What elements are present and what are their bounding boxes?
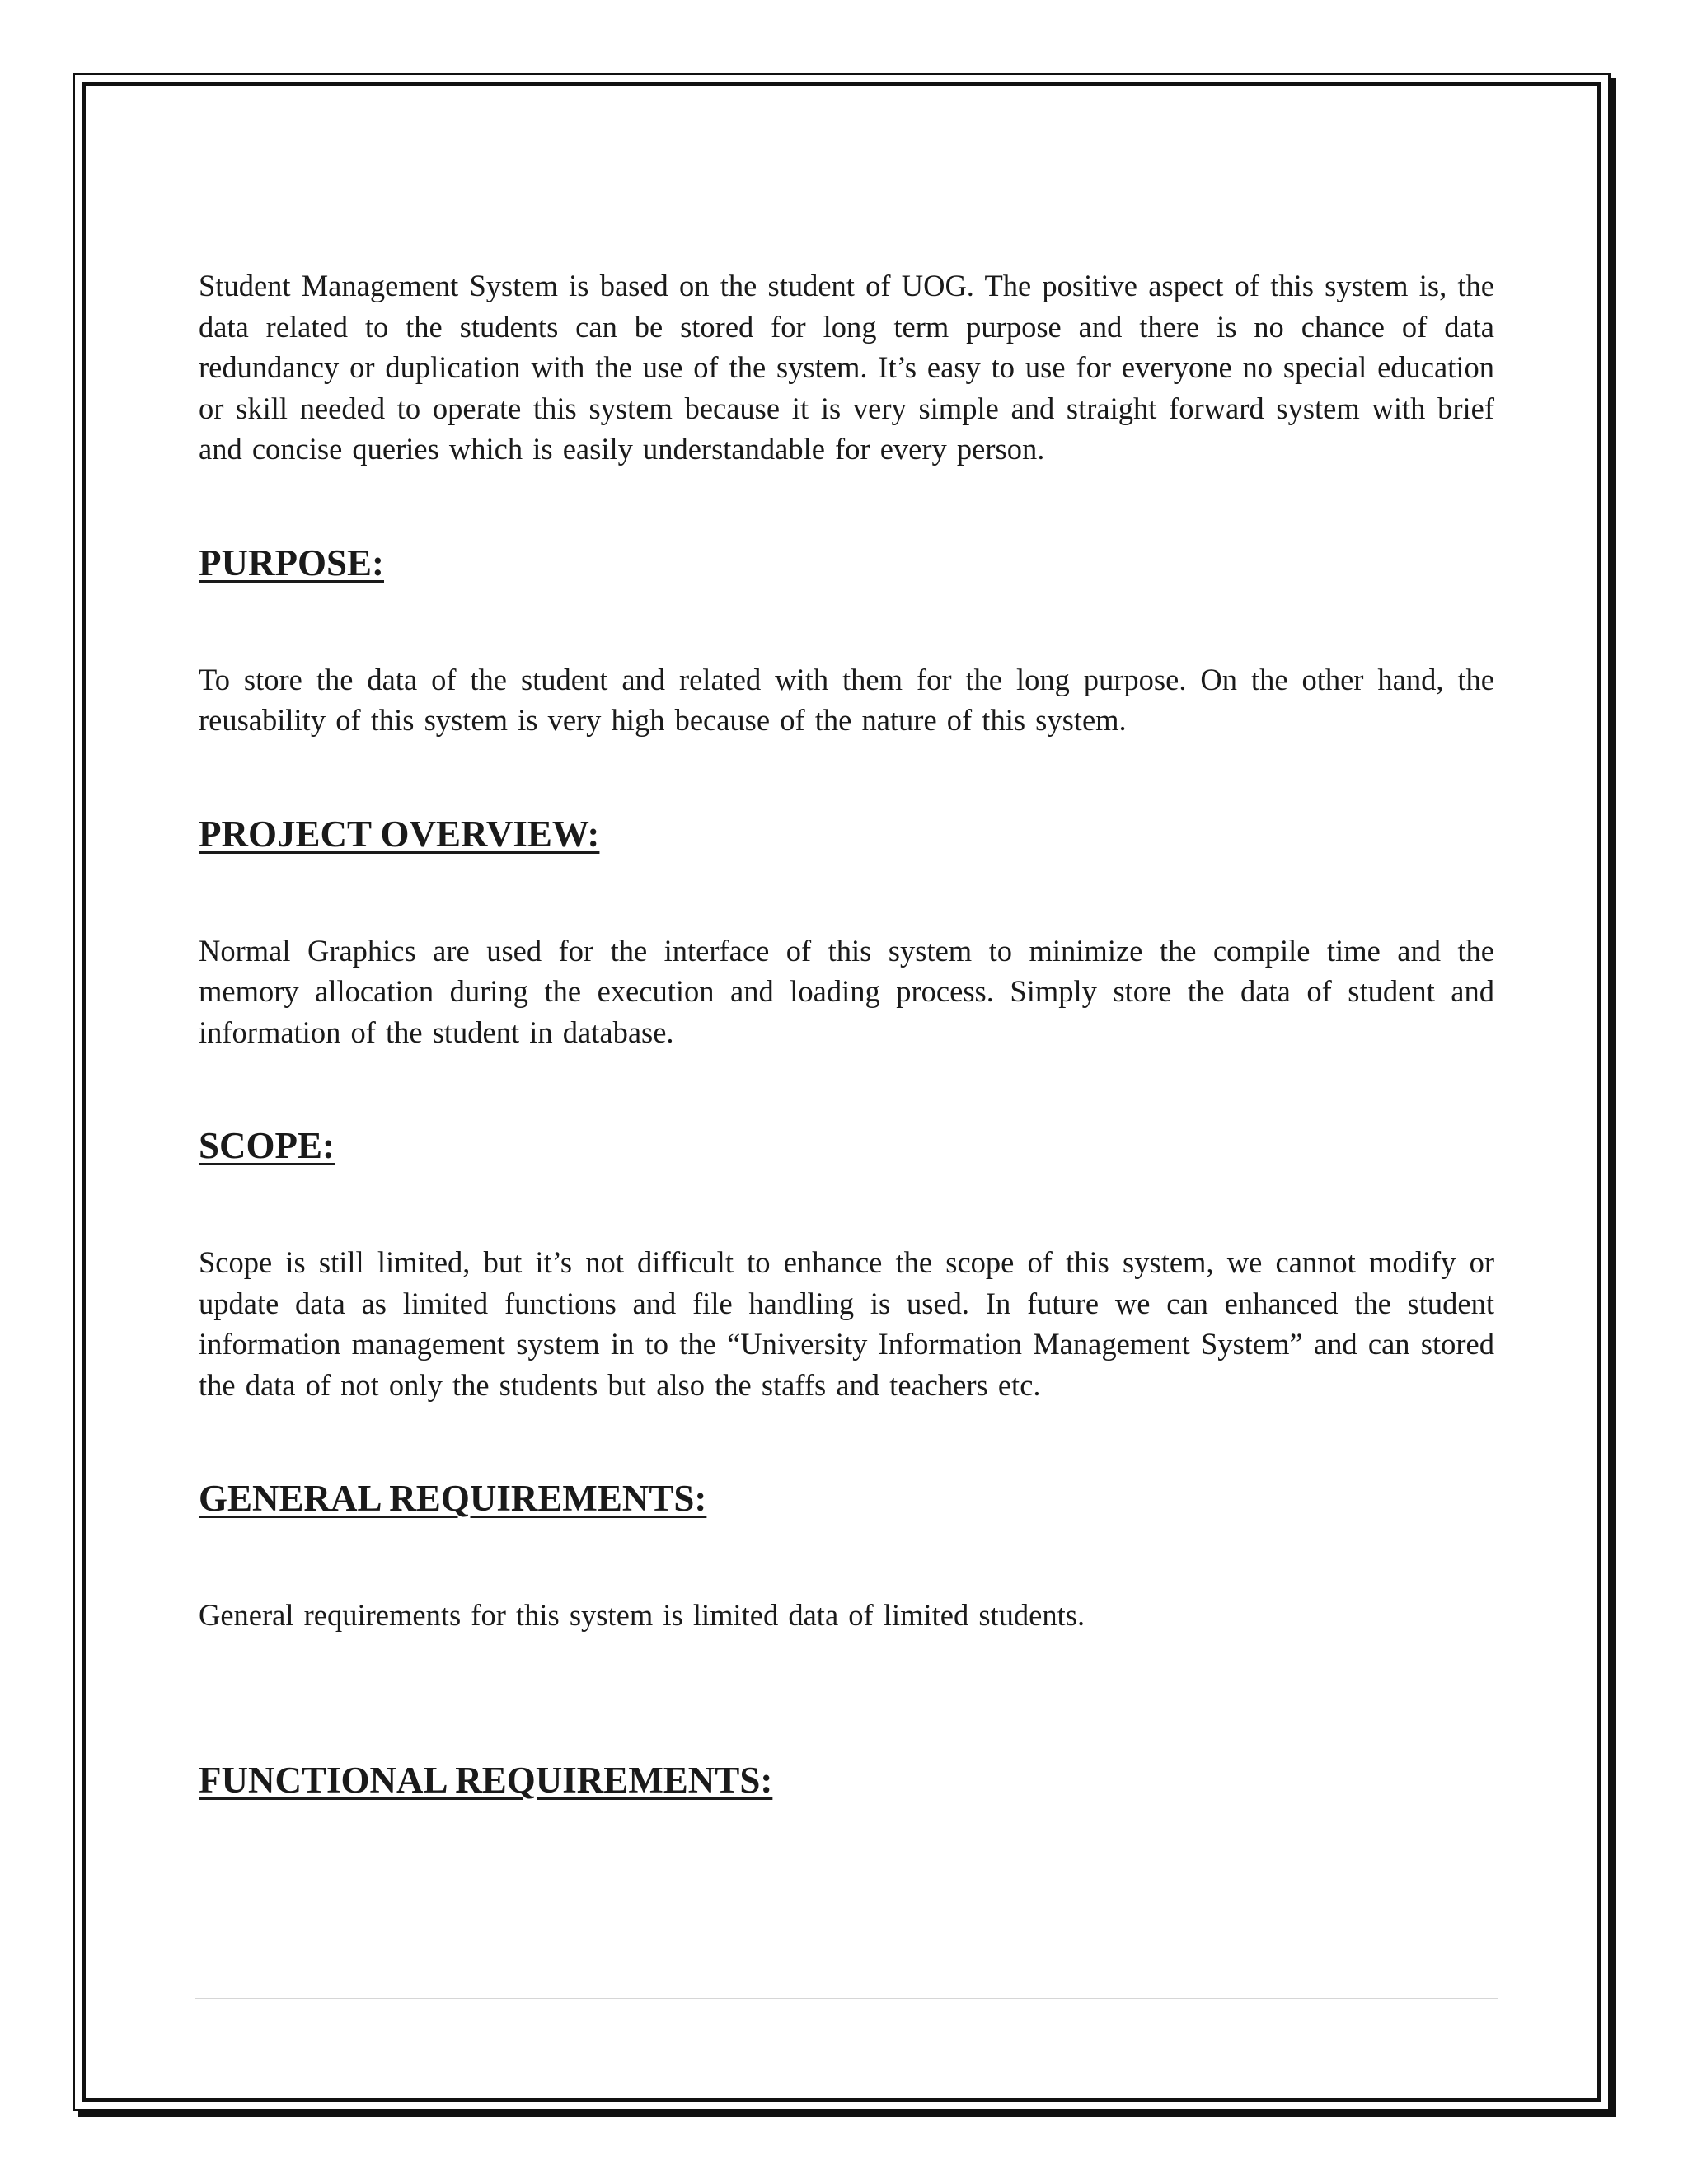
- heading-purpose: PURPOSE:: [199, 541, 384, 583]
- document-body: [199, 265, 1494, 1802]
- scope-paragraph: Scope is still limited, but it’s not difficult to enhance the scope of this system, we cannot modify or update data as limited functions and file handling is used. In future we can enhanced the student information management system in to the “University Information Management System” and can stored the data of not only the students but also the staffs and teachers etc.: [199, 1245, 1494, 1402]
- footer-divider: [195, 1998, 1498, 1999]
- intro-paragraph: Student Management System is based on the student of UOG. The positive aspect of this system is, the data related to the students can be stored for long term purpose and there is no chance of data redundancy or duplication with the use of the system. It’s easy to use for everyone no special education or skill needed to operate this system because it is very simple and straight forward system with brief and concise queries which is easily understandable for every person.: [199, 269, 1494, 466]
- heading-scope: SCOPE:: [199, 1125, 335, 1166]
- purpose-paragraph: To store the data of the student and related with them for the long purpose. On the other hand, the reusability of this system is very high because of the nature of this system.: [199, 662, 1494, 737]
- project-overview-paragraph: Normal Graphics are used for the interface of this system to minimize the compile time and the memory allocation during the execution and loading process. Simply store the data of student and information of the student in database.: [199, 933, 1494, 1049]
- general-requirements-paragraph: General requirements for this system is limited data of limited students.: [199, 1598, 1085, 1632]
- heading-functional-requirements: FUNCTIONAL REQUIREMENTS:: [199, 1759, 773, 1801]
- heading-general-requirements: GENERAL REQUIREMENTS:: [199, 1478, 707, 1519]
- heading-project-overview: PROJECT OVERVIEW:: [199, 813, 600, 855]
